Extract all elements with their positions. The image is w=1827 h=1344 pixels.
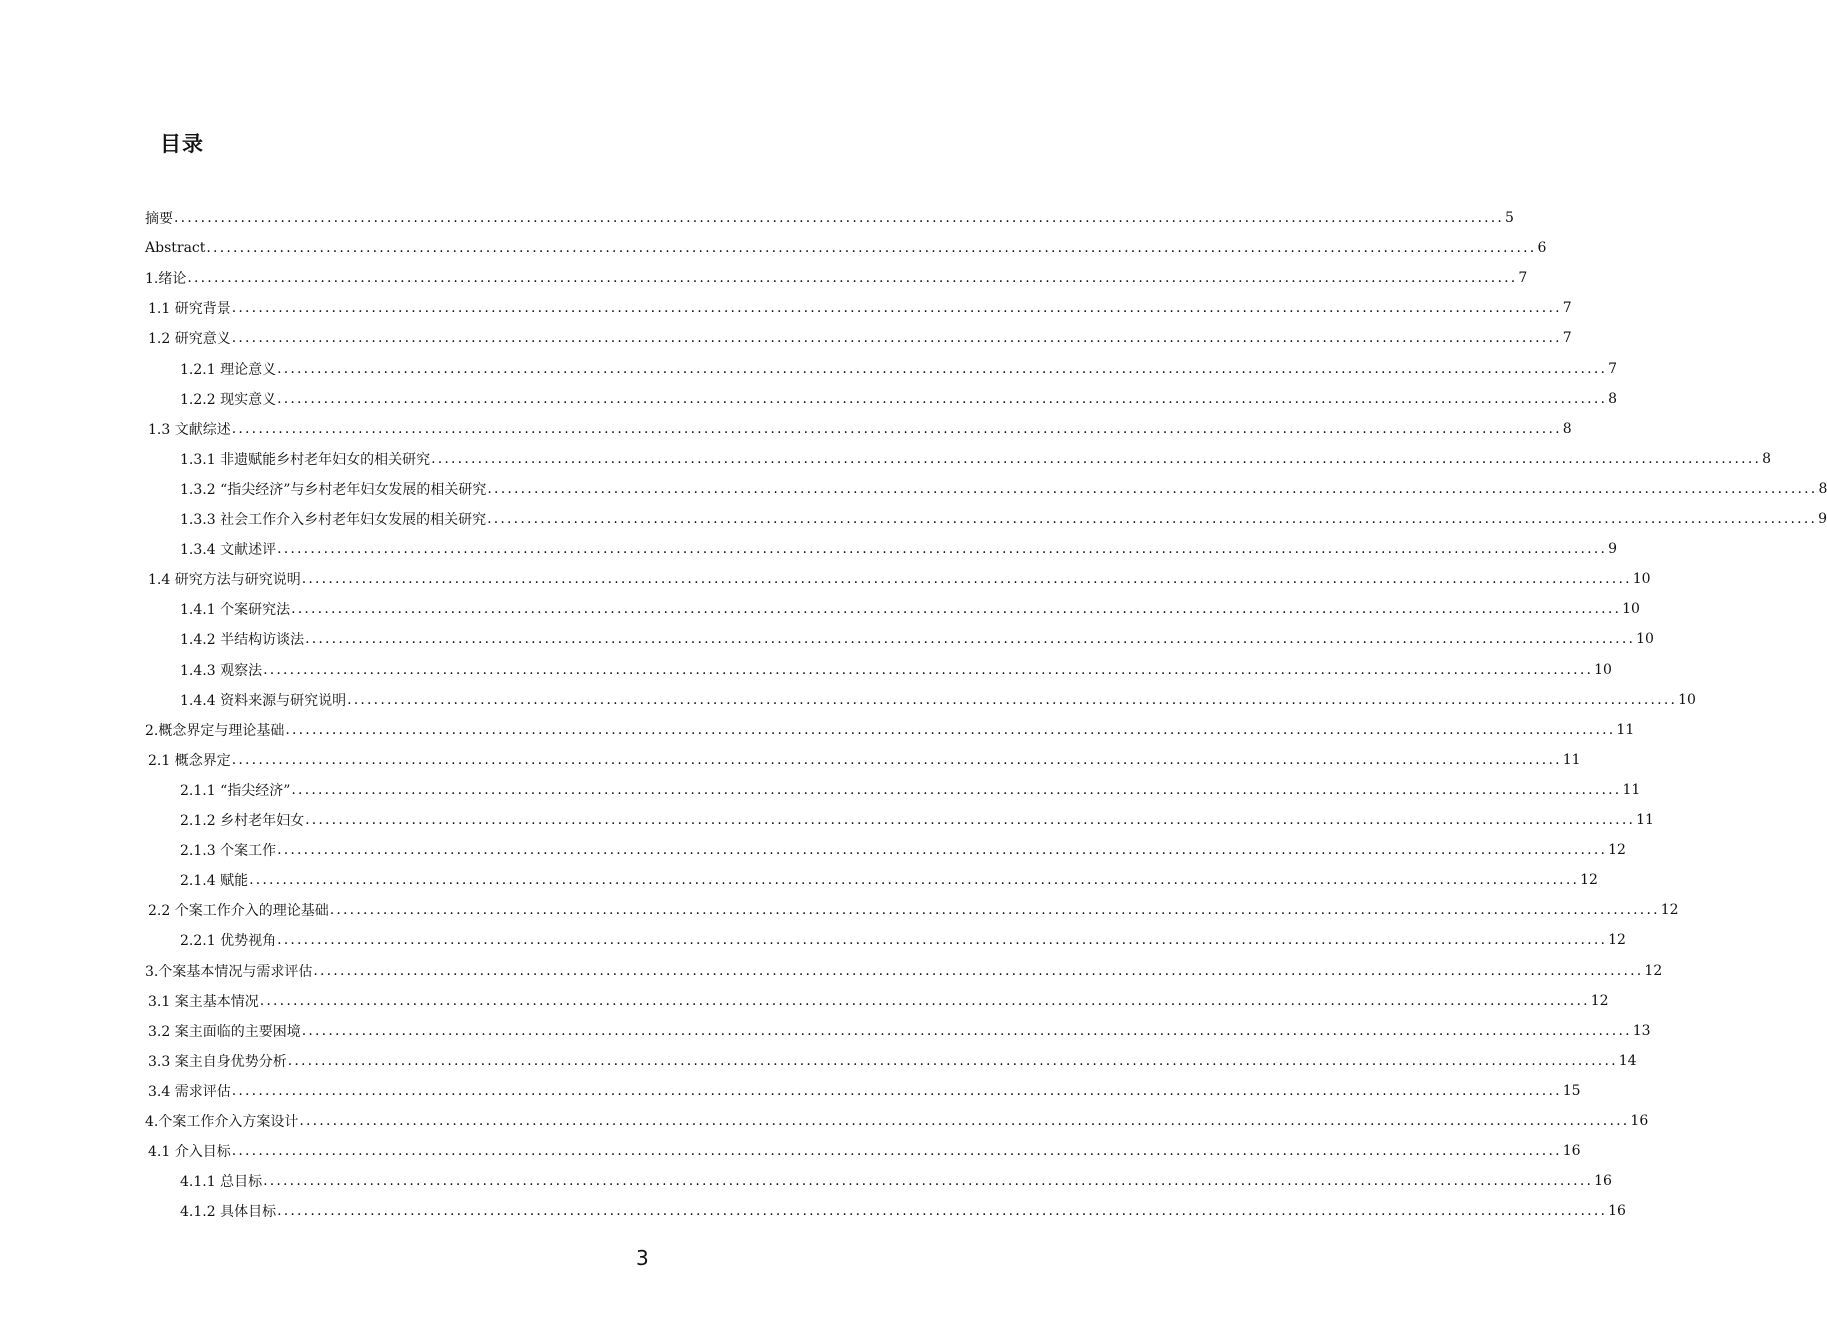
toc-entry-label: 2.1.2 乡村老年妇女 xyxy=(180,813,305,829)
toc-entry-page: 9 xyxy=(1818,511,1827,527)
toc-entry-label: 3.个案基本情况与需求评估 xyxy=(145,963,313,980)
toc-leader-dots: ........................................................................................................................................................................................................ xyxy=(313,962,1644,979)
toc-entry-page: 12 xyxy=(1660,902,1679,919)
toc-entry-page: 14 xyxy=(1618,1052,1637,1069)
toc-entry-label: 2.1.1 “指尖经济” xyxy=(180,782,291,799)
toc-leader-dots: ........................................................................................................................................................................................................ xyxy=(301,571,1632,588)
toc-entry[interactable] xyxy=(145,956,1663,986)
toc-entry-page: 10 xyxy=(1678,691,1696,708)
toc-entry-label: 3.3 案主自身优势分析 xyxy=(148,1053,287,1070)
toc-entry-page: 11 xyxy=(1562,751,1581,768)
toc-entry-page: 11 xyxy=(1636,812,1654,828)
toc-entry[interactable] xyxy=(180,1166,1612,1196)
toc-entry-label: 3.2 案主面临的主要困境 xyxy=(148,1023,301,1040)
toc-leader-dots: ........................................................................................................................................................................................................ xyxy=(206,240,1537,257)
toc-entry-label: 3.4 需求评估 xyxy=(148,1083,231,1100)
toc-entry-label: Abstract xyxy=(145,240,206,257)
toc-entry-label: 1.3.3 社会工作介入乡村老年妇女发展的相关研究 xyxy=(180,512,487,528)
toc-entry[interactable] xyxy=(180,594,1640,624)
toc-entry-label: 4.1.1 总目标 xyxy=(180,1174,263,1191)
toc-entry[interactable] xyxy=(180,444,1772,474)
toc-leader-dots: ........................................................................................................................................................................................................ xyxy=(291,601,1622,618)
toc-entry[interactable] xyxy=(145,1106,1649,1136)
toc-entry-page: 11 xyxy=(1622,781,1641,798)
toc-entry-page: 5 xyxy=(1505,210,1514,226)
toc-entry-page: 10 xyxy=(1594,661,1612,678)
toc-entry-label: 1.3 文献综述 xyxy=(148,421,231,438)
toc-entry-label: 1.绪论 xyxy=(145,271,187,288)
toc-entry-page: 10 xyxy=(1632,571,1651,588)
toc-entry-label: 2.1.4 赋能 xyxy=(180,873,249,890)
toc-entry-label: 1.4.2 半结构访谈法 xyxy=(180,632,305,649)
page-number: 3 xyxy=(636,1246,649,1270)
toc-entry-label: 2.2 个案工作介入的理论基础 xyxy=(148,903,329,920)
toc-entry-label: 1.3.4 文献述评 xyxy=(180,542,277,559)
toc-entry[interactable] xyxy=(145,233,1547,263)
toc-leader-dots: ........................................................................................................................................................................................................ xyxy=(277,541,1608,558)
toc-entry-label: 1.1 研究背景 xyxy=(148,301,231,318)
toc-entry[interactable] xyxy=(148,323,1572,353)
toc-entry-label: 2.概念界定与理论基础 xyxy=(145,722,285,739)
toc-entry[interactable] xyxy=(148,986,1609,1016)
toc-entry-label: 2.1.3 个案工作 xyxy=(180,843,277,860)
toc-entry[interactable] xyxy=(148,745,1581,775)
toc-entry[interactable] xyxy=(145,715,1635,745)
toc-entry[interactable] xyxy=(148,1076,1581,1106)
toc-entry[interactable] xyxy=(180,474,1827,504)
toc-entry-label: 4.1 介入目标 xyxy=(148,1144,231,1161)
toc-entry[interactable] xyxy=(180,865,1598,895)
toc-leader-dots: ........................................................................................................................................................................................................ xyxy=(301,1022,1632,1039)
toc-entry[interactable] xyxy=(148,895,1679,925)
toc-entry-page: 15 xyxy=(1562,1082,1581,1099)
toc-entry[interactable] xyxy=(148,414,1572,444)
toc-leader-dots: ........................................................................................................................................................................................................ xyxy=(259,992,1590,1009)
toc-entry-label: 1.2 研究意义 xyxy=(148,331,231,348)
toc-entry[interactable] xyxy=(180,354,1618,384)
toc-leader-dots: ........................................................................................................................................................................................................ xyxy=(329,902,1660,919)
toc-leader-dots: ........................................................................................................................................................................................................ xyxy=(277,390,1608,407)
toc-entry-page: 12 xyxy=(1580,872,1598,889)
toc-entry-label: 3.1 案主基本情况 xyxy=(148,993,259,1010)
toc-entry-page: 10 xyxy=(1622,601,1640,618)
toc-entry-page: 12 xyxy=(1608,932,1626,949)
toc-entry-page: 16 xyxy=(1630,1113,1649,1129)
toc-entry[interactable] xyxy=(180,925,1626,955)
toc-entry[interactable] xyxy=(148,1046,1637,1076)
toc-entry[interactable] xyxy=(145,203,1514,233)
toc-entry[interactable] xyxy=(180,775,1641,805)
toc-entry-label: 1.2.1 理论意义 xyxy=(180,361,277,378)
toc-leader-dots: ........................................................................................................................................................................................................ xyxy=(487,511,1818,527)
toc-entry-label: 1.4.1 个案研究法 xyxy=(180,602,291,619)
toc-entry-label: 1.4.4 资料来源与研究说明 xyxy=(180,692,347,709)
toc-entry-page: 12 xyxy=(1644,962,1663,979)
toc-entry-page: 12 xyxy=(1590,992,1609,1009)
toc-entry-page: 10 xyxy=(1636,631,1654,648)
toc-entry[interactable] xyxy=(180,534,1618,564)
page-title: 目录 xyxy=(160,132,204,156)
toc-entry-label: 4.个案工作介入方案设计 xyxy=(145,1114,299,1130)
toc-entry-label: 4.1.2 具体目标 xyxy=(180,1204,277,1221)
toc-leader-dots: ........................................................................................................................................................................................................ xyxy=(263,661,1594,678)
toc-entry-page: 6 xyxy=(1537,240,1547,257)
toc-leader-dots: ........................................................................................................................................................................................................ xyxy=(174,210,1505,226)
toc-entry[interactable] xyxy=(148,564,1651,594)
toc-leader-dots: ........................................................................................................................................................................................................ xyxy=(299,1113,1630,1129)
toc-leader-dots: ........................................................................................................................................................................................................ xyxy=(187,270,1518,287)
toc-entry[interactable] xyxy=(180,1196,1626,1226)
toc-entry[interactable] xyxy=(180,384,1618,414)
toc-entry-page: 8 xyxy=(1762,450,1772,467)
toc-leader-dots: ........................................................................................................................................................................................................ xyxy=(277,360,1608,377)
toc-entry-page: 16 xyxy=(1594,1173,1612,1190)
toc-leader-dots: ........................................................................................................................................................................................................ xyxy=(487,480,1818,497)
toc-leader-dots: ........................................................................................................................................................................................................ xyxy=(277,932,1608,949)
toc-entry-label: 摘要 xyxy=(145,211,173,227)
toc-leader-dots: ........................................................................................................................................................................................................ xyxy=(291,781,1622,798)
toc-entry-page: 12 xyxy=(1608,842,1626,859)
toc-leader-dots: ........................................................................................................................................................................................................ xyxy=(431,450,1762,467)
toc-leader-dots: ........................................................................................................................................................................................................ xyxy=(231,300,1562,317)
toc-entry[interactable] xyxy=(148,293,1572,323)
toc-entry-page: 8 xyxy=(1562,420,1572,437)
toc-entry-page: 9 xyxy=(1608,541,1618,558)
toc-entry-page: 16 xyxy=(1562,1143,1581,1160)
toc-entry-label: 1.3.2 “指尖经济”与乡村老年妇女发展的相关研究 xyxy=(180,481,487,498)
toc-entry-label: 2.1 概念界定 xyxy=(148,752,231,769)
toc-entry-page: 8 xyxy=(1608,390,1618,407)
toc-leader-dots: ........................................................................................................................................................................................................ xyxy=(231,330,1562,347)
toc-entry[interactable] xyxy=(180,655,1612,685)
toc-leader-dots: ........................................................................................................................................................................................................ xyxy=(249,872,1580,889)
toc-entry[interactable] xyxy=(180,805,1654,835)
toc-entry-page: 7 xyxy=(1608,360,1618,377)
toc-leader-dots: ........................................................................................................................................................................................................ xyxy=(231,1082,1562,1099)
toc-entry-page: 16 xyxy=(1608,1203,1626,1220)
toc-entry-page: 7 xyxy=(1518,270,1528,287)
toc-leader-dots: ........................................................................................................................................................................................................ xyxy=(305,631,1636,648)
toc-leader-dots: ........................................................................................................................................................................................................ xyxy=(277,842,1608,859)
toc-entry[interactable] xyxy=(148,1016,1651,1046)
toc-entry-page: 11 xyxy=(1616,721,1635,738)
toc-entry[interactable] xyxy=(145,263,1528,293)
toc-leader-dots: ........................................................................................................................................................................................................ xyxy=(287,1052,1618,1069)
toc-leader-dots: ........................................................................................................................................................................................................ xyxy=(285,721,1616,738)
toc-entry-page: 7 xyxy=(1562,330,1572,347)
toc-leader-dots: ........................................................................................................................................................................................................ xyxy=(231,420,1562,437)
toc-leader-dots: ........................................................................................................................................................................................................ xyxy=(231,1143,1562,1160)
toc-entry[interactable] xyxy=(180,624,1654,654)
toc-entry-label: 1.4 研究方法与研究说明 xyxy=(148,572,301,589)
toc-leader-dots: ........................................................................................................................................................................................................ xyxy=(263,1173,1594,1190)
toc-entry[interactable] xyxy=(180,835,1626,865)
toc-leader-dots: ........................................................................................................................................................................................................ xyxy=(347,691,1678,708)
toc-leader-dots: ........................................................................................................................................................................................................ xyxy=(277,1203,1608,1220)
toc-entry-page: 13 xyxy=(1632,1022,1651,1039)
toc-entry-label: 2.2.1 优势视角 xyxy=(180,933,277,950)
toc-entry[interactable] xyxy=(180,504,1827,534)
toc-leader-dots: ........................................................................................................................................................................................................ xyxy=(305,812,1636,828)
toc-leader-dots: ........................................................................................................................................................................................................ xyxy=(231,751,1562,768)
toc-entry-page: 8 xyxy=(1818,480,1827,497)
toc-entry-label: 1.3.1 非遗赋能乡村老年妇女的相关研究 xyxy=(180,451,431,468)
toc-entry[interactable] xyxy=(148,1136,1581,1166)
toc-entry-page: 7 xyxy=(1562,300,1572,317)
toc-entry[interactable] xyxy=(180,685,1696,715)
toc-entry-label: 1.2.2 现实意义 xyxy=(180,391,277,408)
toc-entry-label: 1.4.3 观察法 xyxy=(180,662,263,679)
